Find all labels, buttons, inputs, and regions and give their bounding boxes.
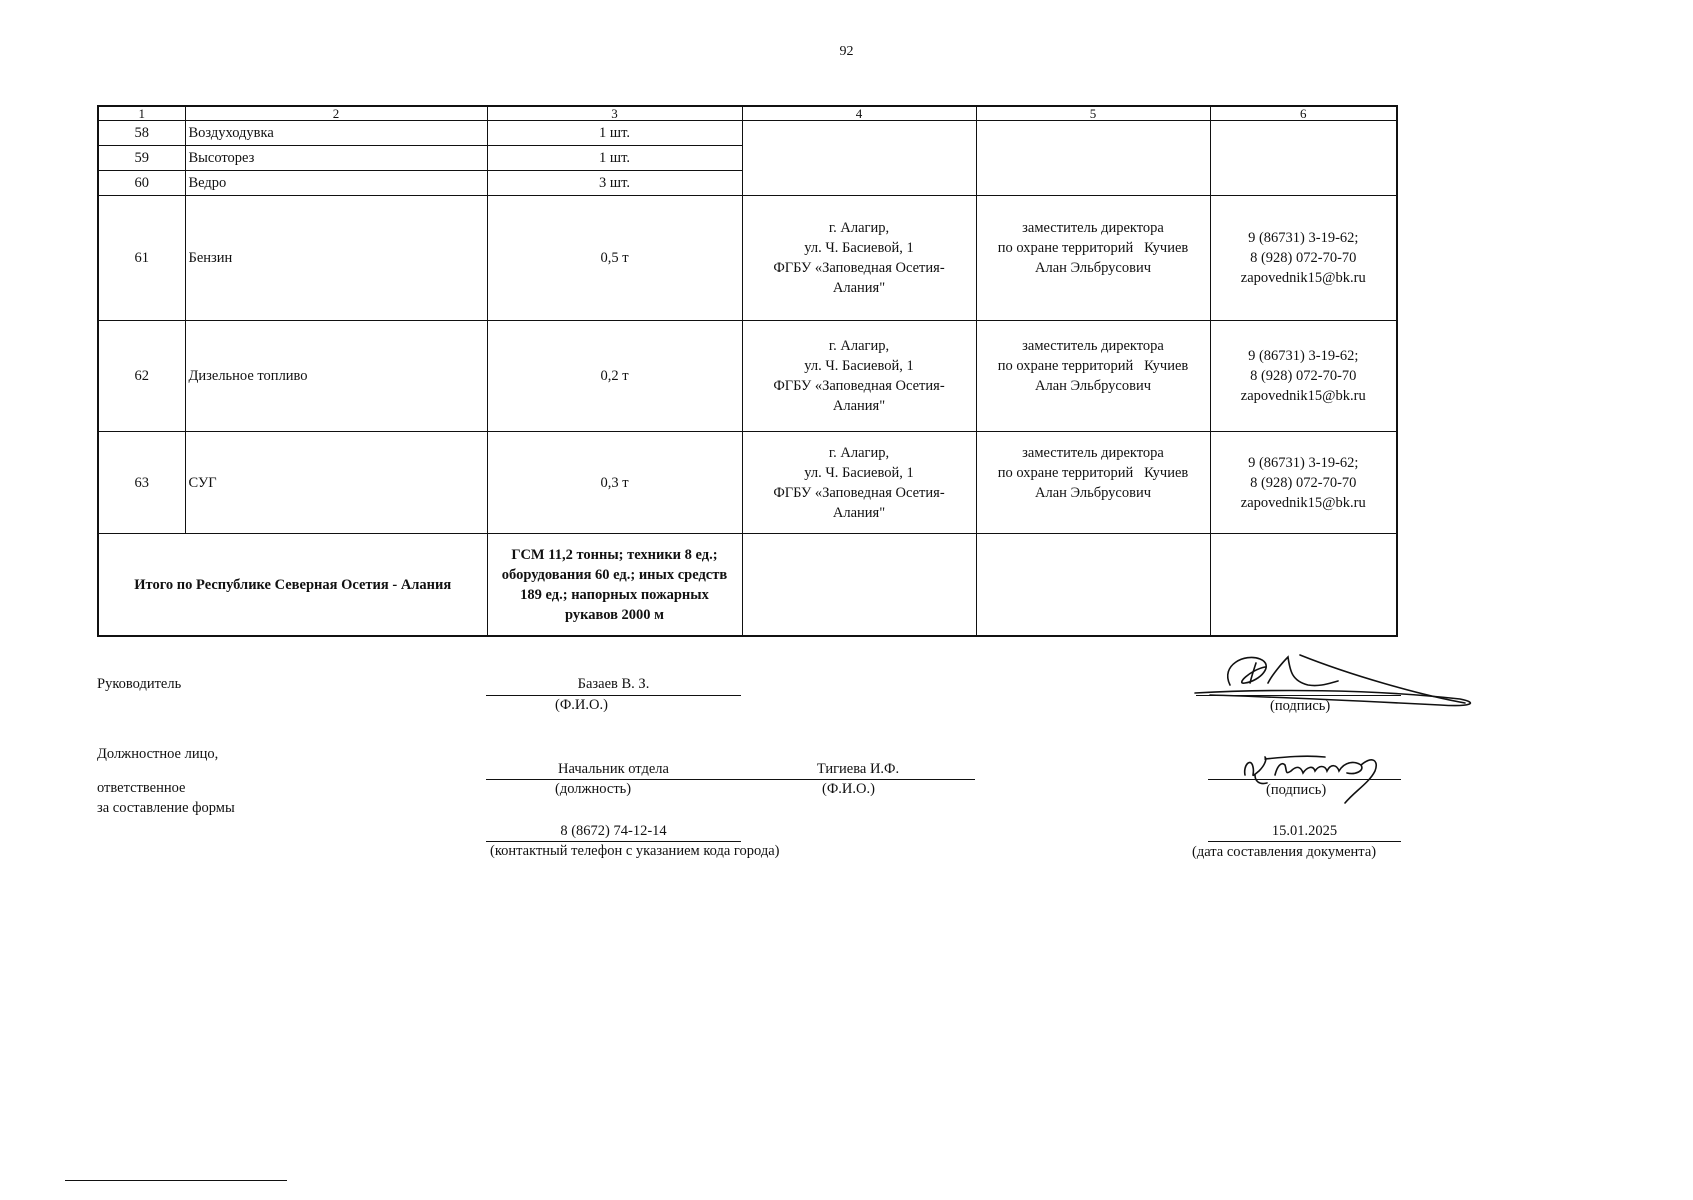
head-signature-caption: (подпись)	[1270, 698, 1331, 714]
responsible-line: Алан Эльбрусович	[1034, 378, 1152, 394]
official-label-line1: Должностное лицо,	[97, 746, 219, 762]
column-number-1: 1	[98, 106, 185, 121]
column-number-4: 4	[742, 106, 976, 121]
responsible-line: заместитель директора	[1022, 444, 1164, 461]
responsible-line: Алан Эльбрусович	[1034, 484, 1152, 501]
official-label-line3: за составление формы	[97, 800, 235, 816]
contact-phone-underline	[486, 841, 741, 842]
total-row	[98, 534, 1397, 637]
row-number: 63	[98, 432, 185, 534]
contacts	[1210, 321, 1397, 432]
contact-phone: 9 (86731) 3-19-62;	[1248, 454, 1359, 471]
responsible-line: по охране территорий Кучиев	[997, 240, 1189, 256]
responsible-line: по охране территорий Кучиев	[997, 358, 1189, 374]
location-line: ФГБУ «Заповедная Осетия-	[773, 484, 945, 501]
location-line: Алания"	[832, 398, 886, 414]
item-name: Бензин	[185, 196, 487, 321]
contact-phone-caption: (контактный телефон с указанием кода города)	[490, 843, 780, 859]
summary-line: ГСМ 11,2 тонны; техники 8 ед.;	[511, 546, 718, 563]
official-name: Тигиева И.Ф.	[816, 761, 900, 777]
summary-line: 189 ед.; напорных пожарных	[520, 586, 709, 603]
summary-line: оборудования 60 ед.; иных средств	[501, 566, 728, 583]
row-number: 60	[98, 171, 185, 196]
document-date: 15.01.2025	[1271, 823, 1338, 839]
location-line: г. Алагир,	[828, 338, 890, 354]
responsible-line: по охране территорий Кучиев	[997, 464, 1189, 481]
total-location-empty	[742, 534, 976, 637]
contacts	[1210, 196, 1397, 321]
storage-location	[742, 321, 976, 432]
location-cell-empty	[742, 121, 976, 196]
location-line: ФГБУ «Заповедная Осетия-	[773, 260, 945, 276]
total-responsible-empty	[976, 534, 1210, 637]
table-row	[98, 321, 1397, 432]
location-line: ул. Ч. Басиевой, 1	[804, 240, 914, 256]
row-number: 61	[98, 196, 185, 321]
location-line: г. Алагир,	[828, 444, 890, 461]
page-number: 92	[839, 44, 854, 59]
item-name: СУГ	[185, 432, 487, 534]
document-date-underline	[1208, 841, 1401, 842]
responsible-line: заместитель директора	[1022, 338, 1164, 354]
official-position-underline	[486, 779, 741, 780]
total-contacts-empty	[1210, 534, 1397, 637]
item-name: Высоторез	[185, 146, 487, 171]
responsible-line: заместитель директора	[1022, 220, 1164, 236]
row-number: 58	[98, 121, 185, 146]
head-signature-image	[1190, 645, 1490, 725]
total-summary	[487, 534, 742, 637]
item-quantity: 1 шт.	[487, 121, 742, 146]
responsible-person	[976, 321, 1210, 432]
item-quantity: 3 шт.	[487, 171, 742, 196]
summary-line: рукавов 2000 м	[564, 606, 665, 623]
responsible-person	[976, 432, 1210, 534]
contact-phone-value: 8 (8672) 74-12-14	[560, 823, 667, 839]
document-date-caption: (дата составления документа)	[1192, 844, 1377, 860]
contact-phone: 9 (86731) 3-19-62;	[1248, 348, 1359, 364]
table-row	[98, 432, 1397, 534]
head-fio-caption: (Ф.И.О.)	[555, 697, 608, 713]
table-header-row	[98, 106, 1397, 121]
row-number: 59	[98, 146, 185, 171]
item-quantity: 1 шт.	[487, 146, 742, 171]
item-quantity: 0,2 т	[487, 321, 742, 432]
table-row	[98, 121, 1397, 146]
contacts	[1210, 432, 1397, 534]
official-label-line2: ответственное	[97, 780, 186, 796]
contact-email: zapovednik15@bk.ru	[1240, 388, 1366, 404]
position-caption: (должность)	[555, 781, 632, 797]
location-line: г. Алагир,	[828, 220, 890, 236]
official-signature-caption: (подпись)	[1266, 782, 1327, 798]
location-line: ул. Ч. Басиевой, 1	[804, 358, 914, 374]
location-line: ул. Ч. Басиевой, 1	[804, 464, 914, 481]
contact-phone: 9 (86731) 3-19-62;	[1248, 230, 1359, 246]
row-number: 62	[98, 321, 185, 432]
inventory-table	[97, 105, 1398, 637]
head-name: Базаев В. З.	[577, 676, 650, 692]
contact-email: zapovednik15@bk.ru	[1240, 270, 1366, 286]
location-line: Алания"	[832, 280, 886, 296]
footnote-separator	[65, 1180, 287, 1181]
item-quantity: 0,5 т	[487, 196, 742, 321]
column-number-5: 5	[976, 106, 1210, 121]
contact-phone: 8 (928) 072-70-70	[1250, 474, 1357, 491]
location-line: Алания"	[832, 504, 886, 521]
table-row	[98, 196, 1397, 321]
official-fio-caption: (Ф.И.О.)	[822, 781, 875, 797]
head-name-underline	[486, 695, 741, 696]
responsible-line: Алан Эльбрусович	[1034, 260, 1152, 276]
head-label: Руководитель	[97, 676, 182, 692]
storage-location	[742, 432, 976, 534]
contact-email: zapovednik15@bk.ru	[1240, 494, 1366, 511]
responsible-person	[976, 196, 1210, 321]
contacts-cell-empty	[1210, 121, 1397, 196]
official-signature-image	[1215, 745, 1425, 815]
item-name: Дизельное топливо	[185, 321, 487, 432]
column-number-3: 3	[487, 106, 742, 121]
contact-phone: 8 (928) 072-70-70	[1250, 368, 1357, 384]
total-label: Итого по Республике Северная Осетия - Алания	[98, 534, 487, 637]
item-name: Ведро	[185, 171, 487, 196]
location-line: ФГБУ «Заповедная Осетия-	[773, 378, 945, 394]
storage-location	[742, 196, 976, 321]
item-name: Воздуходувка	[185, 121, 487, 146]
responsible-cell-empty	[976, 121, 1210, 196]
official-name-underline	[741, 779, 975, 780]
item-quantity: 0,3 т	[487, 432, 742, 534]
column-number-2: 2	[185, 106, 487, 121]
contact-phone: 8 (928) 072-70-70	[1250, 250, 1357, 266]
column-number-6: 6	[1210, 106, 1397, 121]
official-position: Начальник отдела	[558, 761, 669, 777]
